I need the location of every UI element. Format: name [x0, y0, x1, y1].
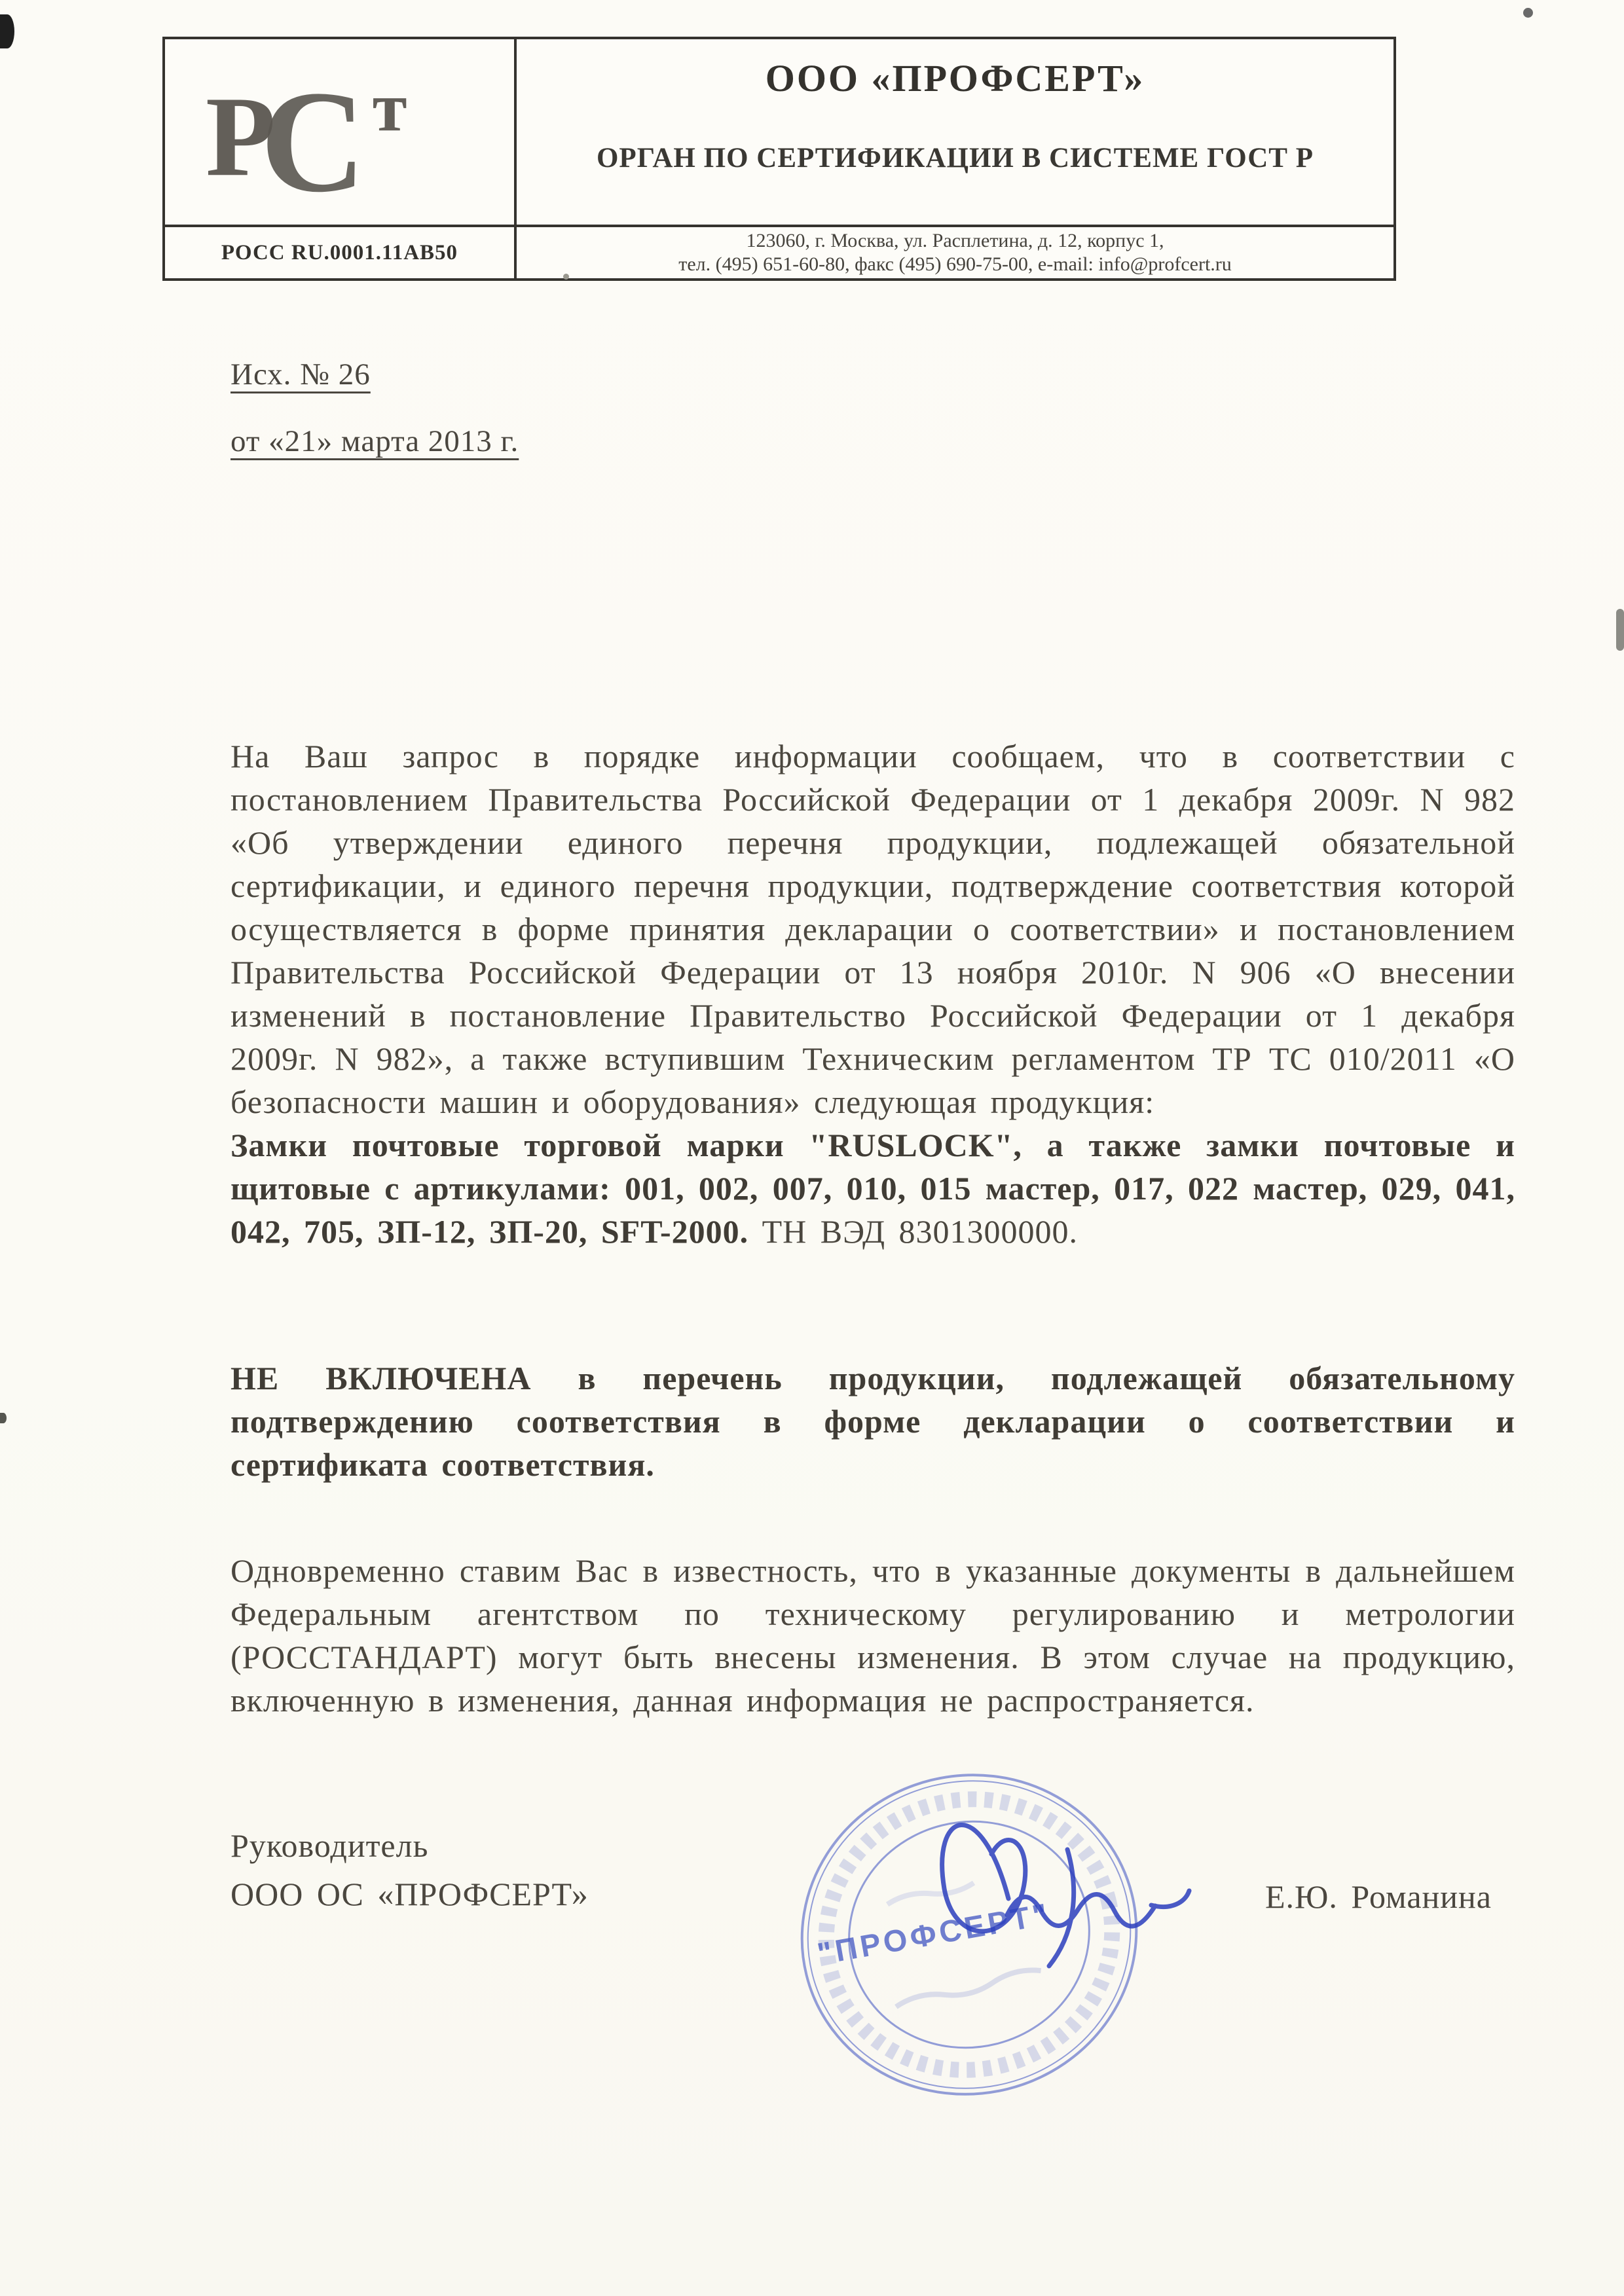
not-included-text: НЕ ВКЛЮЧЕНА в перечень продукции, подлежащей обязательному подтверждению соответствия в форме декларации о соответствии и сертификата соответствия.: [231, 1360, 1515, 1483]
signer-org: ООО ОС «ПРОФСЕРТ»: [231, 1876, 589, 1912]
paragraph-products: [231, 1123, 1515, 1253]
signer-title: Руководитель: [231, 1827, 429, 1864]
paragraph-not-included: [231, 1357, 1515, 1486]
reference-block: [231, 357, 519, 490]
stamp-and-signature: [701, 1689, 1238, 2193]
scan-artifact: [0, 14, 14, 48]
scan-artifact: [563, 274, 569, 280]
scan-artifact: [1523, 8, 1533, 18]
stamp-center-text: "ПРОФСЕРТ": [815, 1896, 1054, 1971]
org-address: [517, 227, 1393, 278]
changes-notice-text: Одновременно ставим Вас в известность, что в указанные документы в дальнейшем Федеральным агентством по техническому регулированию и метрологии (РОССТАНДАРТ) могут быть внесены изменения. В этом случае на продукцию, включенную в изменения, данная информация не распространяется.: [231, 1552, 1515, 1719]
address-line-1: 123060, г. Москва, ул. Расплетина, д. 12, корпус 1,: [746, 230, 1164, 251]
round-stamp-icon: [701, 1689, 1238, 2193]
tn-ved-code: ТН ВЭД 8301300000.: [748, 1213, 1079, 1250]
paragraph-regulations-text: На Ваш запрос в порядке информации сообщаем, что в соответствии с постановлением Правительства Российской Федерации от 1 декабря 2009г. N 982 «Об утверждении единого перечня продукции, подлежащей обязательной сертификации, и единого перечня продукции, подтверждение соответствия которой осуществляется в форме принятия декларации о соответствии» и постановлением Правительства Российской Федерации от 13 ноября 2010г. N 906 «О внесении изменений в постановление Правительство Российской Федерации от 1 декабря 2009г. N 982», а также вступившим Техническим регламентом ТР ТС 010/2011 «О безопасности машин и оборудования» следующая продукция:: [231, 738, 1515, 1120]
signer-name: Е.Ю. Романина: [1264, 1878, 1492, 1915]
org-header: [517, 39, 1393, 227]
svg-text:С: С: [260, 61, 366, 209]
letterhead: [162, 37, 1396, 281]
scan-artifact: [0, 1413, 7, 1423]
logo-cell: [165, 39, 517, 227]
handwritten-signature-icon: [942, 1825, 1189, 1966]
registration-number: РОСС RU.0001.11АВ50: [165, 227, 517, 278]
org-subtitle: ОРГАН ПО СЕРТИФИКАЦИИ В СИСТЕМЕ ГОСТ Р: [596, 143, 1314, 173]
outgoing-number: Исх. № 26: [231, 357, 371, 392]
address-line-2: тел. (495) 651-60-80, факс (495) 690-75-00, e-mail: info@profcert.ru: [678, 253, 1232, 275]
svg-text:т: т: [372, 68, 407, 147]
letter-date: от «21» марта 2013 г.: [231, 424, 519, 458]
paragraph-regulations: [231, 735, 1515, 1123]
scan-artifact: [1616, 609, 1624, 651]
svg-text:Р: Р: [205, 73, 276, 200]
products-list-bold: Замки почтовые торговой марки "RUSLOCK", а также замки почтовые и щитовые с артикулами: 001, 002, 007, 010, 015 мастер, 017, 022 мастер, 029, 041, 042, 705, ЗП-12, ЗП-20, SFT-2000.: [231, 1127, 1515, 1250]
signer-position: [231, 1821, 589, 1918]
org-name: ООО «ПРОФСЕРТ»: [765, 57, 1145, 100]
gost-r-rst-logo-icon: [202, 55, 477, 209]
